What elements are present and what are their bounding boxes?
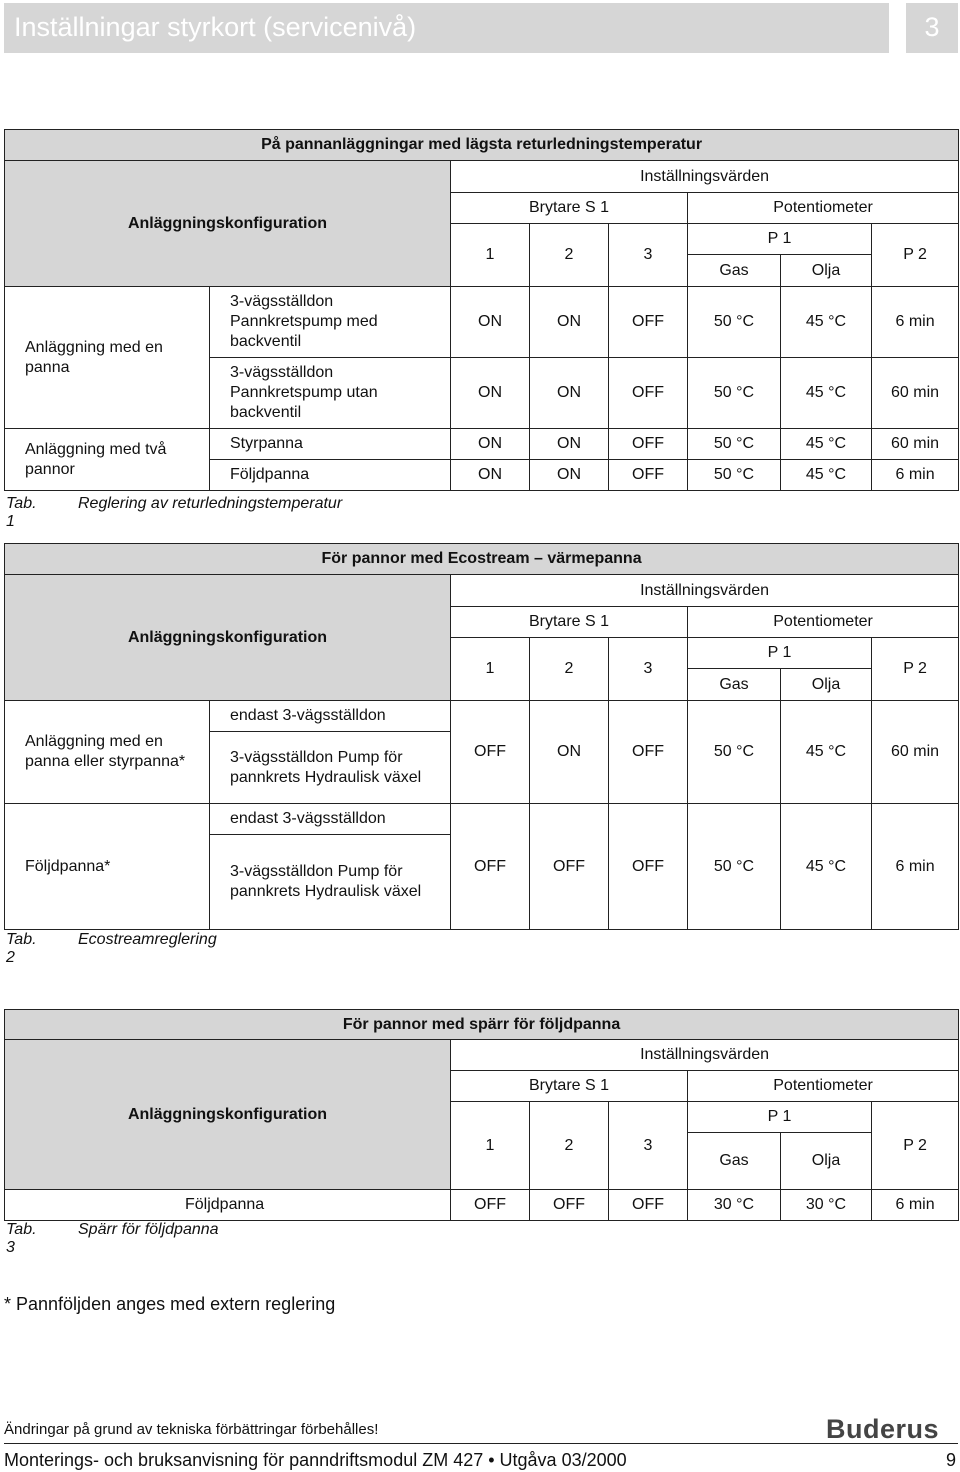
value-cell: OFF [451, 804, 530, 930]
config-cell: 3-vägsställdon Pannkretspump utan backventil [210, 358, 451, 429]
value-cell: ON [530, 429, 609, 460]
config-cell: Följdpanna [5, 1190, 451, 1221]
config-cell: 3-vägsställdon Pump för pannkrets Hydraulisk växel [210, 835, 451, 930]
switch-header: Brytare S 1 [451, 193, 688, 224]
switch-header: Brytare S 1 [451, 1071, 688, 1102]
value-cell: ON [451, 358, 530, 429]
settings-header: Inställningsvärden [451, 161, 959, 193]
table-2 [4, 543, 959, 930]
config-header: Anläggningskonfiguration [5, 575, 451, 701]
changes-notice: Ändringar på grund av tekniska förbättringar förbehålles! [4, 1421, 379, 1438]
config-header: Anläggningskonfiguration [5, 1040, 451, 1190]
buderus-logo: Buderus [826, 1414, 940, 1444]
group-label: Följdpanna* [5, 804, 210, 930]
p2-header: P 2 [872, 1102, 959, 1190]
caption-text: Ecostreamreglering [78, 931, 217, 948]
value-cell: OFF [451, 1190, 530, 1221]
switch-3-header: 3 [609, 1102, 688, 1190]
oil-header: Olja [781, 255, 872, 287]
caption-text: Reglering av returledningstemperatur [78, 495, 343, 512]
caption-label: Tab. 3 [6, 1221, 37, 1256]
value-cell: OFF [609, 429, 688, 460]
table-title: För pannor med spärr för följdpanna [5, 1010, 959, 1040]
oil-header: Olja [781, 669, 872, 701]
value-cell: 60 min [872, 701, 959, 804]
chapter-title-bar [4, 3, 889, 53]
value-cell: 30 °C [781, 1190, 872, 1221]
settings-header: Inställningsvärden [451, 575, 959, 607]
gas-header: Gas [688, 669, 781, 701]
table-title: För pannor med Ecostream – värmepanna [5, 544, 959, 575]
value-cell: 50 °C [688, 460, 781, 491]
switch-1-header: 1 [451, 638, 530, 701]
group-label: Anläggning med en panna eller styrpanna* [5, 701, 210, 804]
p2-header: P 2 [872, 224, 959, 287]
oil-header: Olja [781, 1133, 872, 1190]
p1-header: P 1 [688, 1102, 872, 1133]
footer-text: Monterings- och bruksanvisning för panndriftsmodul ZM 427 • Utgåva 03/2000 [4, 1450, 627, 1470]
value-cell: 6 min [872, 460, 959, 491]
value-cell: 50 °C [688, 429, 781, 460]
settings-header: Inställningsvärden [451, 1040, 959, 1071]
value-cell: 45 °C [781, 429, 872, 460]
switch-1-header: 1 [451, 1102, 530, 1190]
gas-header: Gas [688, 255, 781, 287]
value-cell: 45 °C [781, 287, 872, 358]
value-cell: OFF [530, 1190, 609, 1221]
chapter-number: 3 [924, 12, 940, 42]
value-cell: ON [451, 460, 530, 491]
value-cell: OFF [451, 701, 530, 804]
value-cell: 50 °C [688, 804, 781, 930]
value-cell: ON [451, 287, 530, 358]
value-cell: 45 °C [781, 358, 872, 429]
value-cell: 60 min [872, 358, 959, 429]
config-cell: 3-vägsställdon Pannkretspump med backventil [210, 287, 451, 358]
value-cell: 30 °C [688, 1190, 781, 1221]
value-cell: 50 °C [688, 701, 781, 804]
potentiometer-header: Potentiometer [688, 607, 959, 638]
footer-rule [4, 1443, 958, 1444]
value-cell: OFF [609, 287, 688, 358]
table-1 [4, 129, 959, 491]
value-cell: 6 min [872, 1190, 959, 1221]
group-label: Anläggning med två pannor [5, 429, 210, 491]
value-cell: 45 °C [781, 804, 872, 930]
footnote: * Pannföljden anges med extern reglering [4, 1294, 336, 1314]
value-cell: ON [530, 358, 609, 429]
chapter-title: Inställningar styrkort (servicenivå) [14, 12, 417, 42]
page-number: 9 [945, 1450, 956, 1470]
chapter-number-box [906, 3, 958, 53]
value-cell: ON [530, 287, 609, 358]
value-cell: OFF [530, 804, 609, 930]
switch-1-header: 1 [451, 224, 530, 287]
value-cell: 6 min [872, 287, 959, 358]
value-cell: 50 °C [688, 287, 781, 358]
potentiometer-header: Potentiometer [688, 1071, 959, 1102]
config-header: Anläggningskonfiguration [5, 161, 451, 287]
caption-label: Tab. 1 [6, 495, 37, 530]
value-cell: 60 min [872, 429, 959, 460]
switch-3-header: 3 [609, 638, 688, 701]
switch-header: Brytare S 1 [451, 607, 688, 638]
table-3 [4, 1009, 959, 1221]
switch-2-header: 2 [530, 638, 609, 701]
table-title: På pannanläggningar med lägsta returledningstemperatur [5, 130, 959, 161]
switch-2-header: 2 [530, 224, 609, 287]
value-cell: 6 min [872, 804, 959, 930]
config-cell: endast 3-vägsställdon [210, 804, 451, 835]
p1-header: P 1 [688, 224, 872, 255]
value-cell: 45 °C [781, 460, 872, 491]
potentiometer-header: Potentiometer [688, 193, 959, 224]
config-cell: endast 3-vägsställdon [210, 701, 451, 732]
value-cell: ON [530, 460, 609, 491]
caption-text: Spärr för följdpanna [78, 1221, 219, 1238]
switch-3-header: 3 [609, 224, 688, 287]
p2-header: P 2 [872, 638, 959, 701]
value-cell: ON [530, 701, 609, 804]
config-cell: 3-vägsställdon Pump för pannkrets Hydraulisk växel [210, 732, 451, 804]
value-cell: OFF [609, 460, 688, 491]
value-cell: 50 °C [688, 358, 781, 429]
config-cell: Följdpanna [210, 460, 451, 491]
p1-header: P 1 [688, 638, 872, 669]
switch-2-header: 2 [530, 1102, 609, 1190]
gas-header: Gas [688, 1133, 781, 1190]
value-cell: OFF [609, 701, 688, 804]
value-cell: ON [451, 429, 530, 460]
group-label: Anläggning med en panna [5, 287, 210, 429]
value-cell: 45 °C [781, 701, 872, 804]
value-cell: OFF [609, 1190, 688, 1221]
caption-label: Tab. 2 [6, 931, 37, 966]
value-cell: OFF [609, 358, 688, 429]
value-cell: OFF [609, 804, 688, 930]
config-cell: Styrpanna [210, 429, 451, 460]
